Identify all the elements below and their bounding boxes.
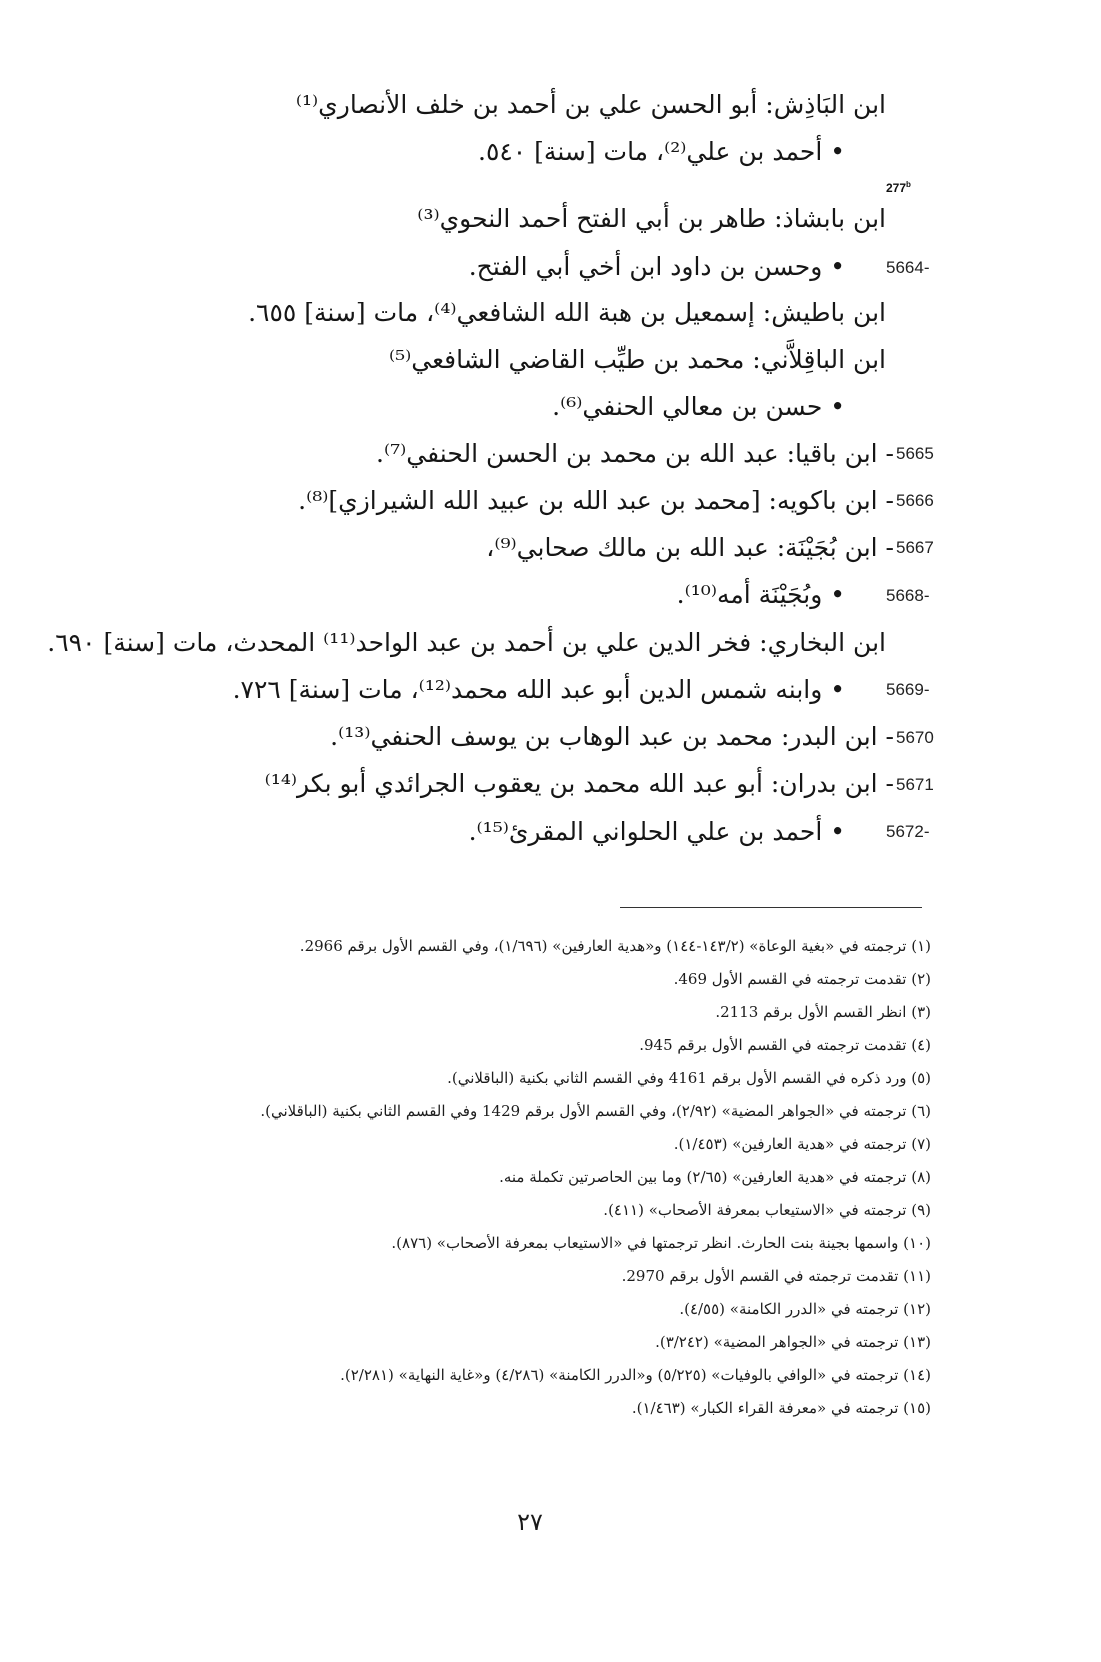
entry-number: 5667 bbox=[896, 538, 934, 557]
entry-line: • وبُجَيْنَة أمه⁽¹⁰⁾. bbox=[676, 580, 845, 609]
footnote-separator bbox=[620, 907, 922, 908]
entry-number: 5672- bbox=[886, 822, 930, 841]
footnote: (٨) ترجمته في «هدية العارفين» (٢/٦٥) وما بين الحاصرتين تكملة منه. bbox=[499, 1168, 931, 1186]
footnote: (١١) تقدمت ترجمته في القسم الأول برقم 2970. bbox=[621, 1267, 931, 1285]
footnote: (٥) ورد ذكره في القسم الأول برقم 4161 وفي القسم الثاني بكنية (الباقلاني). bbox=[447, 1069, 931, 1087]
entry-line: - ابن باكويه: [محمد بن عبد الله بن عبيد الله الشيرازي]⁽⁸⁾. bbox=[298, 486, 894, 515]
footnote: (٩) ترجمته في «الاستيعاب بمعرفة الأصحاب» (٤١١). bbox=[603, 1201, 931, 1219]
entry-line: ابن البَاذِش: أبو الحسن علي بن أحمد بن خلف الأنصاري⁽¹⁾ bbox=[295, 90, 886, 119]
entry-line: • وابنه شمس الدين أبو عبد الله محمد⁽¹²⁾، مات [سنة] ٧٢٦. bbox=[232, 675, 845, 704]
entry-number: 5666 bbox=[896, 491, 934, 510]
footnote: (٣) انظر القسم الأول برقم 2113. bbox=[715, 1003, 931, 1021]
folio-marker: 277$^b$ bbox=[886, 180, 911, 195]
footnote: (١) ترجمته في «بغية الوعاة» (١٤٣/٢-١٤٤) و«هدية العارفين» (١/٦٩٦)، وفي القسم الأول برقم 2966. bbox=[299, 937, 931, 955]
footnote: (٦) ترجمته في «الجواهر المضية» (٢/٩٢)، وفي القسم الأول برقم 1429 وفي القسم الثاني بكنية (الباقلاني). bbox=[260, 1102, 931, 1120]
entry-line: - ابن بُجَيْنَة: عبد الله بن مالك صحابي⁽⁹⁾، bbox=[486, 533, 894, 562]
entry-line: • أحمد بن علي الحلواني المقرئ⁽¹⁵⁾. bbox=[468, 817, 845, 846]
footnote: (١٠) واسمها بجينة بنت الحارث. انظر ترجمتها في «الاستيعاب بمعرفة الأصحاب» (٨٧٦). bbox=[391, 1234, 931, 1252]
footnote: (١٢) ترجمته في «الدرر الكامنة» (٤/٥٥). bbox=[679, 1300, 931, 1318]
entry-line: ابن الباقِلاَّني: محمد بن طيِّب القاضي الشافعي⁽⁵⁾ bbox=[388, 345, 886, 374]
footnote: (٤) تقدمت ترجمته في القسم الأول برقم 945. bbox=[639, 1036, 931, 1054]
entry-number: 5671 bbox=[896, 775, 934, 794]
entry-line: - ابن باقيا: عبد الله بن محمد بن الحسن الحنفي⁽⁷⁾. bbox=[376, 439, 894, 468]
entry-line: ابن بابشاذ: طاهر بن أبي الفتح أحمد النحوي⁽³⁾ bbox=[417, 204, 886, 233]
footnote: (١٤) ترجمته في «الوافي بالوفيات» (٥/٢٢٥) و«الدرر الكامنة» (٤/٢٨٦) و«غاية النهاية» (٢/٢٨١). bbox=[340, 1366, 931, 1384]
entry-line: • حسن بن معالي الحنفي⁽⁶⁾. bbox=[552, 392, 845, 421]
entry-number: 5664- bbox=[886, 258, 930, 277]
entry-number: 5669- bbox=[886, 680, 930, 699]
page-number: ٢٧ bbox=[517, 1508, 543, 1536]
entry-line: - ابن البدر: محمد بن عبد الوهاب بن يوسف الحنفي⁽¹³⁾. bbox=[330, 722, 894, 751]
entry-line: ابن البخاري: فخر الدين علي بن أحمد بن عبد الواحد⁽¹¹⁾ المحدث، مات [سنة] ٦٩٠. bbox=[47, 628, 886, 657]
footnote: (١٥) ترجمته في «معرفة القراء الكبار» (١/٤٦٣). bbox=[631, 1399, 931, 1417]
footnote: (٢) تقدمت ترجمته في القسم الأول 469. bbox=[673, 970, 931, 988]
entry-line: • أحمد بن علي⁽²⁾، مات [سنة] ٥٤٠. bbox=[477, 137, 845, 166]
entry-line: • وحسن بن داود ابن أخي أبي الفتح. bbox=[468, 252, 845, 281]
footnote: (٧) ترجمته في «هدية العارفين» (١/٤٥٣). bbox=[673, 1135, 931, 1153]
entry-number: 5665 bbox=[896, 444, 934, 463]
entry-number: 5668- bbox=[886, 586, 930, 605]
footnote: (١٣) ترجمته في «الجواهر المضية» (٣/٢٤٢). bbox=[655, 1333, 931, 1351]
entry-number: 5670 bbox=[896, 728, 934, 747]
entry-line: - ابن بدران: أبو عبد الله محمد بن يعقوب الجرائدي أبو بكر⁽¹⁴⁾ bbox=[264, 769, 894, 798]
entry-line: ابن باطيش: إسمعيل بن هبة الله الشافعي⁽⁴⁾، مات [سنة] ٦٥٥. bbox=[248, 298, 886, 327]
